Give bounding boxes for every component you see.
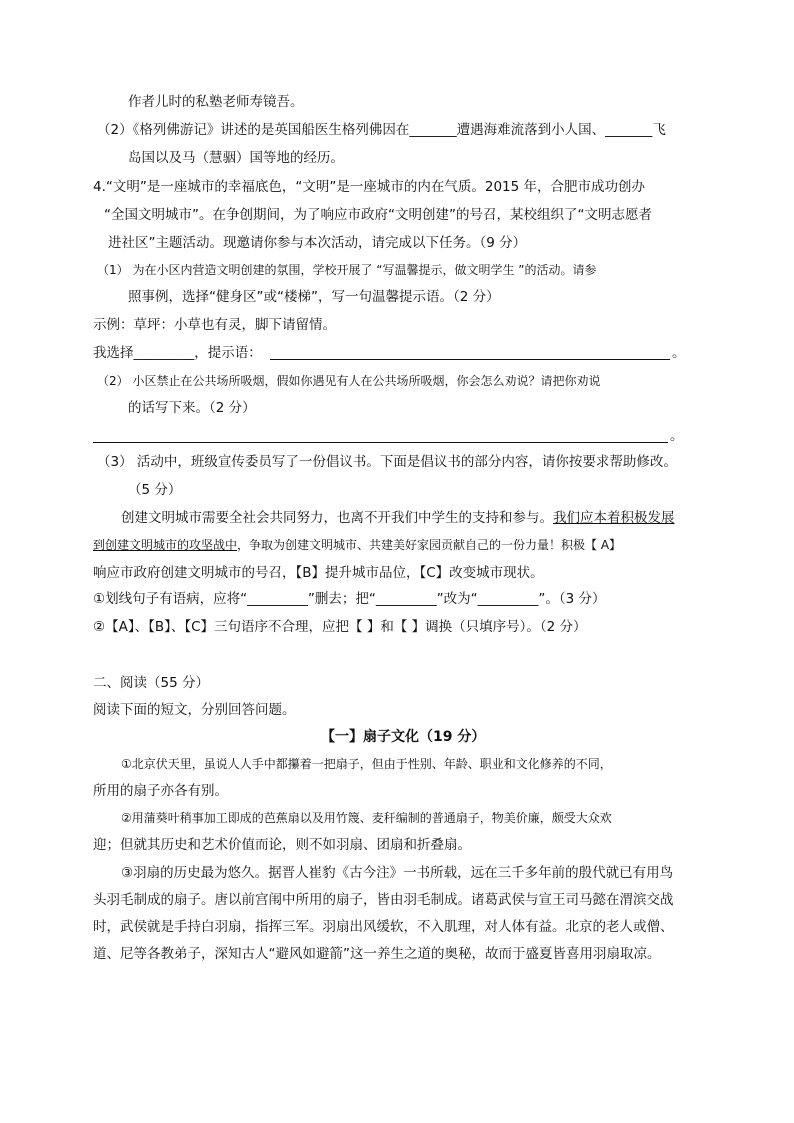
subquestion-3-line-2: （5 分） (128, 482, 182, 498)
answer-line-choice: 我选择_________，提示语： (93, 345, 262, 361)
proposal-line-2 (93, 535, 621, 555)
paragraph-1-line-2: 所用的扇子亦各有别。 (93, 783, 228, 799)
answer-line-end: 。 (672, 345, 686, 361)
paragraph-3-line-4: 道、尼等各教弟子，深知古人“避风如避箭”这一养生之道的奥秘，故而于盛夏皆喜用羽扇取凉。 (93, 946, 661, 962)
paragraph-3-line-1: ③羽扇的历史最为悠久。据晋人崔豹《古今注》一书所载，远在三千多年前的殷代就已有用鸟 (121, 865, 674, 881)
paragraph-2-line-2: 迎；但就其历史和艺术价值而论，则不如羽扇、团扇和折叠扇。 (93, 837, 471, 853)
underlined-sentence: 到创建文明城市的攻坚战中 (93, 538, 238, 552)
proposal-line-3: 响应市政府创建文明城市的号召，【B】提升城市品位，【C】改变城市现状。 (93, 565, 544, 581)
subquestion-2-line-1: （2） 小区禁止在公共场所吸烟，假如你遇见有人在公共场所吸烟，你会怎么劝说？请把你劝说 (97, 374, 601, 388)
answer-line-end: 。 (670, 428, 684, 444)
subquestion-1-line-1: （1） 为在小区内营造文明创建的氛围，学校开展了 “写温馨提示，做文明学生 ”的活动。请参 (97, 263, 597, 277)
question-2-line-1: （2）《格列佛游记》讲述的是英国船医生格列佛因在_______遭遇海难流落到小人国、_______飞 (97, 122, 666, 138)
answer-blank-rule (93, 442, 668, 443)
task-1-line: ①划线句子有语病，应将“_________”删去；把“_________”改为“_________”。（3 分） (93, 591, 606, 607)
proposal-text: 创建文明城市需要全社会共同努力，也离不开我们中学生的支持和参与。 (121, 510, 553, 526)
task-2-line: ②【A】、【B】、【C】三句语序不合理，应把【 】和【 】调换（只填序号）。（2 分） (93, 619, 587, 635)
section-instruction: 阅读下面的短文，分别回答问题。 (93, 702, 296, 718)
subquestion-2-line-2: 的话写下来。（2 分） (128, 400, 256, 416)
underlined-sentence: 我们应本着积极发展 (553, 510, 675, 526)
question-4-line-1: 4.“文明”是一座城市的幸福底色，“文明”是一座城市的内在气质。2015 年，合肥市成功创办 (93, 179, 646, 195)
answer-blank-rule (270, 359, 670, 360)
subquestion-3-line-1: （3） 活动中，班级宣传委员写了一份倡议书。下面是倡议书的部分内容，请你按要求帮助修改。 (97, 454, 677, 470)
paragraph-1-line-1: ①北京伏天里，虽说人人手中都攥着一把扇子，但由于性别、年龄、职业和文化修养的不同， (121, 757, 612, 771)
example-line: 示例：草坪：小草也有灵，脚下请留情。 (93, 317, 336, 333)
proposal-text: ，争取为创建文明城市、共建美好家园贡献自己的一份力量！积极【 A】 (237, 538, 622, 552)
question-2-line-2: 岛国以及马（慧骃）国等地的经历。 (128, 150, 344, 166)
subquestion-1-line-2: 照事例，选择“健身区”或“楼梯”，写一句温馨提示语。（2 分） (128, 289, 500, 305)
proposal-line-1 (121, 508, 675, 528)
question-4-line-3: 进社区”主题活动。现邀请你参与本次活动，请完成以下任务。（9 分） (108, 235, 527, 251)
question-4-line-2: “全国文明城市”。在争创期间，为了响应市政府“文明创建”的号召，某校组织了“文明志愿者 (104, 207, 652, 223)
paragraph-3-line-3: 时，武侯就是手持白羽扇，指挥三军。羽扇出风缓软，不入肌理，对人体有益。北京的老人或僧、 (93, 919, 674, 935)
paragraph-2-line-1: ②用蒲葵叶稍事加工即成的芭蕉扇以及用竹篾、麦秆编制的普通扇子，物美价廉，颇受大众欢 (121, 811, 612, 825)
text-line: 作者儿时的私塾老师寿镜吾。 (128, 94, 304, 110)
paragraph-3-line-2: 头羽毛制成的扇子。唐以前宫闱中所用的扇子，皆由羽毛制成。诸葛武侯与宣王司马懿在渭滨交战 (93, 892, 674, 908)
section-heading: 二、阅读（55 分） (93, 675, 209, 691)
article-title: 【一】扇子文化（19 分） (321, 729, 486, 745)
